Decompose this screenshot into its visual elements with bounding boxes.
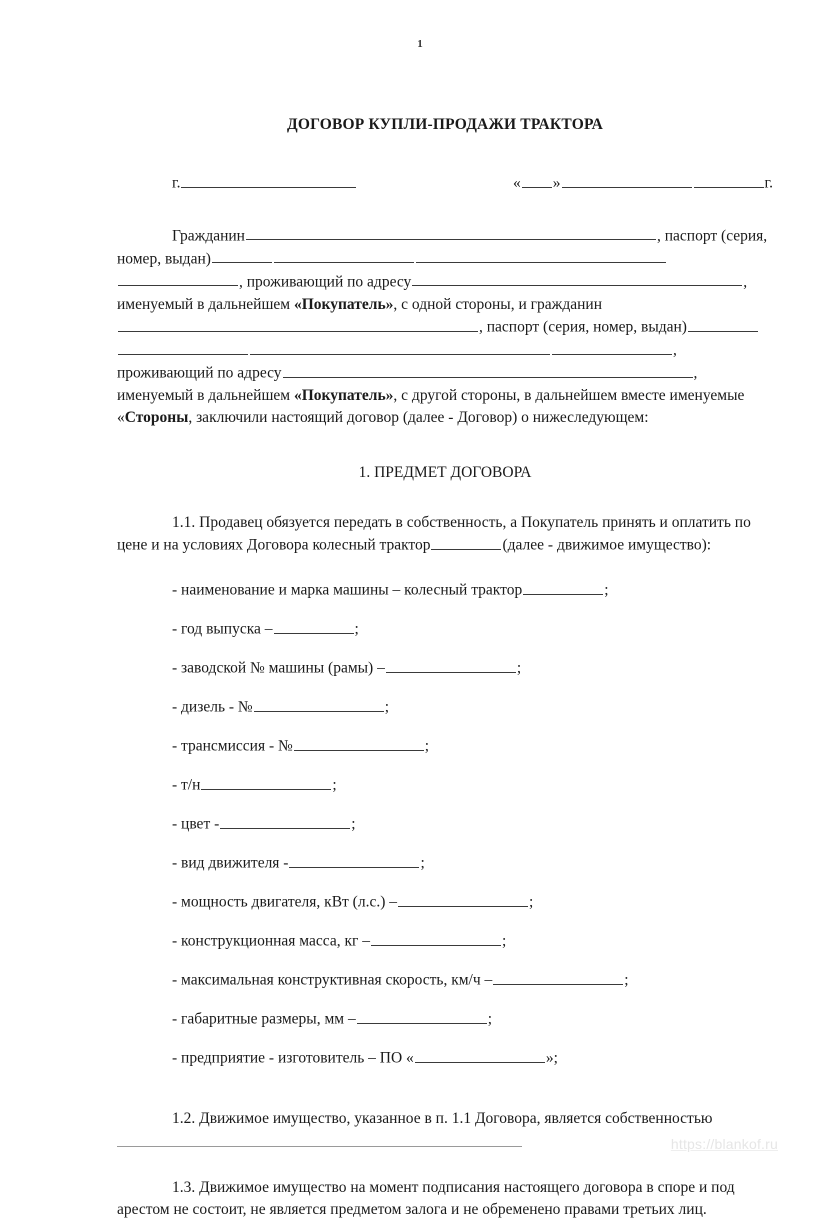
parties-suffix: , заключили настоящий договор (далее - Договор) о нижеследующем: — [188, 409, 649, 427]
day-blank[interactable] — [522, 172, 552, 188]
address-suffix-2: , именуемый в — [117, 364, 698, 405]
list-item — [117, 813, 773, 836]
buyer-intro-1: именуемый в дальнейшем — [117, 295, 294, 313]
list-item — [117, 930, 773, 953]
spec-suffix: »; — [545, 1049, 558, 1067]
list-item — [117, 1047, 773, 1070]
spec-blank[interactable] — [523, 579, 603, 595]
list-item — [117, 696, 773, 719]
spec-label: - вид движителя - — [172, 854, 289, 872]
spec-suffix: ; — [354, 620, 359, 638]
clause-1-2 — [117, 1108, 773, 1130]
spec-label: - дизель - № — [172, 698, 253, 716]
list-item — [117, 735, 773, 758]
spec-label: - наименование и марка машины – колесный трактор — [172, 581, 523, 599]
passport-issuer-cont-blank-2[interactable] — [552, 339, 672, 355]
list-item — [117, 579, 773, 602]
spec-label: - заводской № машины (рамы) – — [172, 659, 385, 677]
spec-label: - максимальная конструктивная скорость, км/ч – — [172, 971, 493, 989]
list-item — [117, 618, 773, 641]
spec-suffix: ; — [351, 815, 356, 833]
buyer-suffix-1: , с одной стороны, и гражданин — [393, 295, 602, 313]
buyer-name-blank[interactable] — [118, 316, 478, 332]
spec-label: - предприятие - изготовитель – ПО « — [172, 1049, 414, 1067]
passport-number-blank-2[interactable] — [118, 339, 248, 355]
spec-suffix: ; — [516, 659, 522, 677]
spec-blank[interactable] — [201, 774, 331, 790]
list-item — [117, 1008, 773, 1031]
city-date-line — [117, 172, 773, 193]
clause-1-3-text: 1.3. Движимое имущество на момент подписания настоящего договора в споре и под арестом не состоит, не является предметом залога и не обременено правами третьих лиц. — [117, 1178, 735, 1218]
address-label-2: проживающий по адресу — [117, 364, 282, 382]
spec-label: - год выпуска – — [172, 620, 273, 638]
page-title: ДОГОВОР КУПЛИ-ПРОДАЖИ ТРАКТОРА — [286, 116, 604, 133]
spec-suffix: ; — [487, 1010, 493, 1028]
passport-comma-2: , — [673, 341, 677, 359]
buyer-term-2: «Покупатель» — [293, 387, 394, 405]
passport-series-blank-1[interactable] — [212, 248, 272, 264]
spec-suffix: ; — [332, 776, 337, 794]
year-blank[interactable] — [694, 172, 764, 188]
passport-issuer-cont-blank-1[interactable] — [118, 271, 238, 287]
spec-suffix: ; — [604, 581, 609, 599]
seller-address-blank[interactable] — [412, 271, 742, 287]
site-watermark: https://blankof.ru — [670, 1136, 778, 1152]
spacer-before-list — [117, 557, 773, 579]
list-item — [117, 852, 773, 875]
spec-label: - габаритные размеры, мм – — [172, 1010, 356, 1028]
spec-suffix: ; — [424, 737, 430, 755]
address-comma-1: , — [743, 273, 748, 291]
spec-label: - мощность двигателя, кВт (л.с.) – — [172, 893, 397, 911]
spec-suffix: ; — [501, 932, 507, 950]
spacer-before-section — [117, 430, 773, 464]
spec-blank[interactable] — [415, 1047, 545, 1063]
buyer-intro-2: дальнейшем — [208, 387, 294, 405]
tractor-model-blank[interactable] — [431, 534, 501, 550]
list-item — [117, 891, 773, 914]
spec-blank[interactable] — [357, 1008, 487, 1024]
spec-blank[interactable] — [493, 969, 623, 985]
spec-label: - конструкционная масса, кг – — [172, 932, 370, 950]
spacer-after-section — [117, 482, 773, 512]
spec-suffix: ; — [420, 854, 425, 872]
spec-suffix: ; — [624, 971, 629, 989]
city-field — [117, 172, 357, 193]
city-blank[interactable] — [181, 172, 356, 188]
year-suffix-label: г. — [764, 174, 773, 192]
list-item — [117, 774, 773, 797]
spacer-before-clause-1-2 — [117, 1086, 773, 1108]
list-item — [117, 657, 773, 680]
citizen-label-1: Гражданин — [172, 227, 245, 245]
passport-series-blank-2[interactable] — [688, 316, 758, 332]
parties-term: Стороны — [124, 409, 189, 427]
buyer-suffix-2: , с другой стороны, в дальнейшем вместе именуемые — [393, 387, 745, 405]
spec-suffix: ; — [529, 893, 534, 911]
passport-label-1: , паспорт (серия, номер, — [117, 227, 768, 268]
spec-suffix: ; — [384, 698, 390, 716]
spec-label: - трансмиссия - № — [172, 737, 293, 755]
date-open-quote: « — [513, 174, 521, 192]
buyer-address-blank[interactable] — [283, 362, 693, 378]
passport-issuer-blank-1[interactable] — [416, 248, 666, 264]
spec-label: - т/н — [172, 776, 201, 794]
spec-blank[interactable] — [371, 930, 501, 946]
date-field — [513, 172, 773, 193]
clause-1-1 — [117, 512, 773, 557]
spec-label: - цвет - — [172, 815, 220, 833]
passport-label-2: , паспорт (серия, номер, выдан) — [479, 318, 687, 336]
page-number: 1 — [417, 38, 423, 50]
list-item — [117, 969, 773, 992]
document-content — [117, 110, 773, 1221]
clause-1-1-text-a: 1.1. Продавец обязуется передать в собственность, а Покупатель принять и оплатить по цене и на условиях Договора колесный трактор — [117, 513, 751, 554]
spec-blank[interactable] — [386, 657, 516, 673]
city-label: г. — [172, 174, 181, 192]
date-close-quote: » — [552, 174, 561, 192]
spec-blank[interactable] — [254, 696, 384, 712]
spec-blank[interactable] — [289, 852, 419, 868]
spec-blank[interactable] — [274, 618, 354, 634]
spec-blank[interactable] — [398, 891, 528, 907]
machine-specs-list — [117, 579, 773, 1070]
spec-blank[interactable] — [294, 735, 424, 751]
spec-blank[interactable] — [220, 813, 350, 829]
parties-open-quote: « — [117, 409, 125, 427]
section-heading-1: 1. ПРЕДМЕТ ДОГОВОРА — [358, 463, 532, 481]
buyer-term-1: «Покупатель» — [293, 295, 394, 313]
address-label-1: , проживающий по адресу — [239, 273, 412, 291]
clause-1-3 — [117, 1177, 773, 1221]
clause-1-2-text: 1.2. Движимое имущество, указанное в п. 1.1 Договора, является собственностью — [172, 1110, 713, 1128]
clause-1-1-text-b: (далее - движимое имущество): — [502, 536, 712, 554]
seller-name-blank[interactable] — [246, 225, 656, 241]
issued-label-1: выдан) — [164, 250, 211, 268]
passport-number-blank-1[interactable] — [274, 248, 414, 264]
parties-paragraph — [117, 225, 773, 430]
passport-issuer-blank-2[interactable] — [250, 339, 550, 355]
month-blank[interactable] — [562, 172, 692, 188]
